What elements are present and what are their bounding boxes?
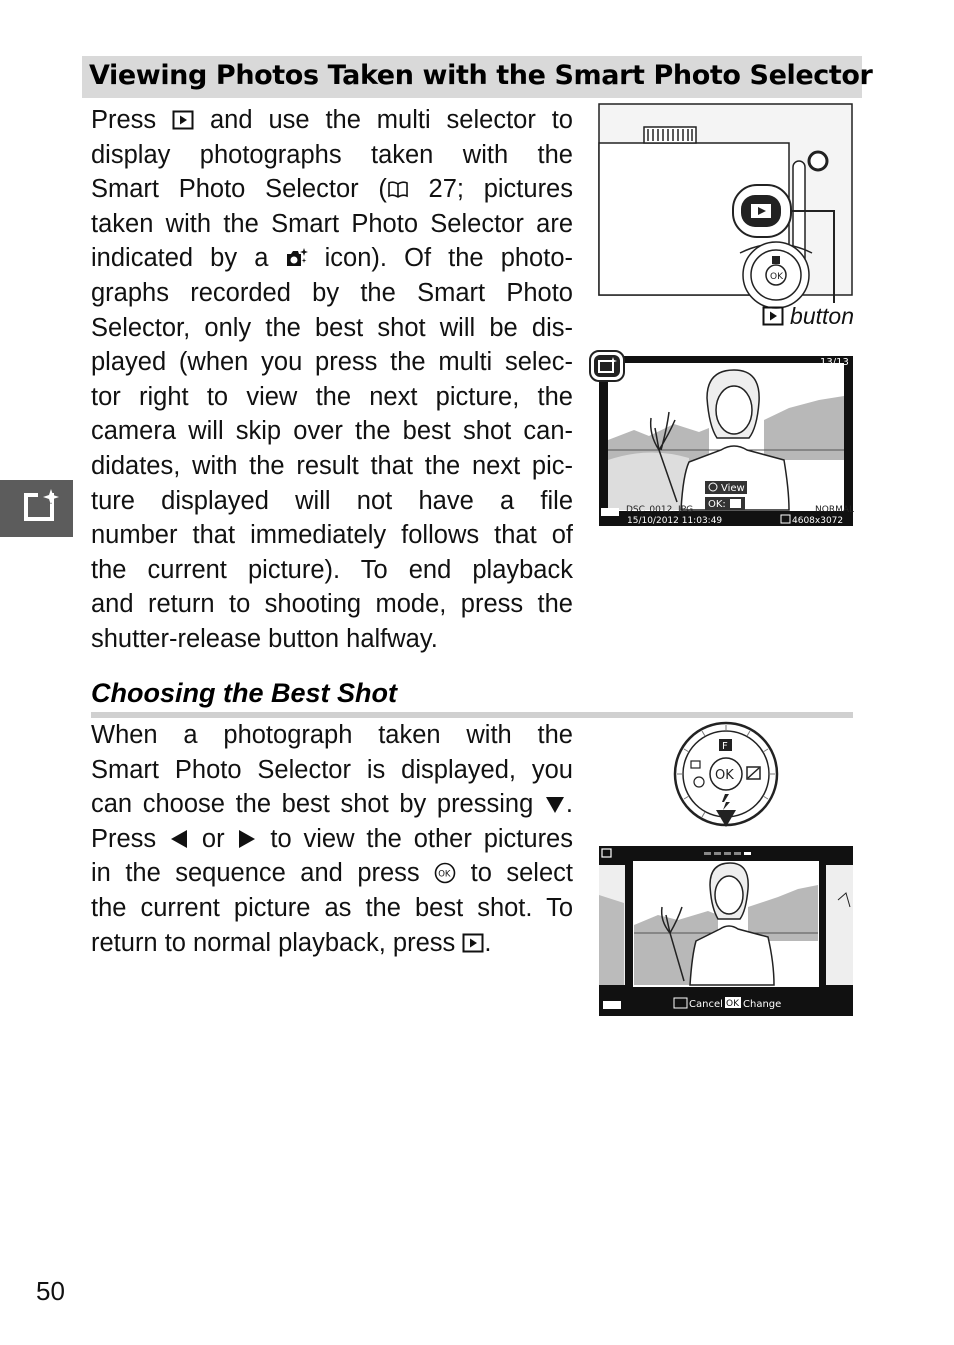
down-arrow-icon bbox=[544, 790, 566, 812]
section-title: Viewing Photos Taken with the Smart Photo Selector bbox=[89, 60, 873, 91]
subsection-title: Choosing the Best Shot bbox=[91, 678, 397, 708]
subsection-text: can choose the best shot by pressing bbox=[91, 790, 544, 819]
view-label: View bbox=[721, 483, 745, 494]
subsection-line bbox=[91, 891, 573, 926]
subsection-text: Press bbox=[91, 824, 169, 853]
intro-line bbox=[91, 587, 573, 622]
intro-line bbox=[91, 241, 573, 276]
file-name: DSC_0012. JPG bbox=[626, 505, 694, 515]
intro-text: 27; pictures bbox=[408, 175, 573, 204]
intro-text: number that immediately follows that of bbox=[91, 521, 573, 550]
intro-line bbox=[91, 172, 573, 207]
intro-text: camera will skip over the best shot can- bbox=[91, 417, 573, 446]
intro-text: the current picture). To end playback bbox=[91, 555, 573, 584]
ok-button-label: OK bbox=[715, 768, 734, 783]
quality-label: NORMAL bbox=[815, 505, 855, 515]
page-number: 50 bbox=[36, 1276, 65, 1306]
intro-line bbox=[91, 276, 573, 311]
subsection-line bbox=[91, 822, 573, 857]
change-label: Change bbox=[743, 999, 782, 1010]
intro-line bbox=[91, 207, 573, 242]
left-arrow-icon bbox=[168, 825, 190, 847]
intro-text: Selector, only the best shot will be dis- bbox=[91, 313, 573, 342]
ok-change-label: OK bbox=[726, 999, 739, 1009]
camera-back-illustration bbox=[598, 103, 856, 315]
cancel-label: Cancel bbox=[689, 999, 723, 1010]
intro-line bbox=[91, 138, 573, 173]
ok-label: OK: bbox=[708, 499, 726, 510]
intro-text: icon). Of the photo- bbox=[307, 244, 573, 273]
subsection-text: . bbox=[565, 790, 573, 819]
intro-line bbox=[91, 484, 573, 519]
play-icon bbox=[172, 106, 194, 128]
image-size: 4608x3072 bbox=[792, 516, 844, 526]
intro-text: tor right to view the next picture, the bbox=[91, 382, 573, 411]
date-time: 15/10/2012 11:03:49 bbox=[627, 516, 723, 526]
playback-mode-icon bbox=[0, 480, 73, 537]
intro-text: played (when you press the multi selec- bbox=[91, 348, 573, 377]
intro-line bbox=[91, 553, 573, 588]
intro-text: and use the multi selector to bbox=[194, 106, 573, 134]
intro-text: taken with the Smart Photo Selector are bbox=[91, 209, 573, 238]
subsection-text: or bbox=[190, 824, 237, 853]
intro-line bbox=[91, 414, 573, 449]
subsection-text: in the sequence and press bbox=[91, 859, 435, 888]
subsection-text: When a photograph taken with the bbox=[91, 721, 573, 749]
subsection-text: to select bbox=[456, 859, 573, 888]
subsection-line bbox=[91, 856, 573, 891]
subsection-text: . bbox=[484, 928, 492, 957]
intro-line bbox=[91, 311, 573, 346]
intro-text: shutter-release button halfway. bbox=[91, 624, 438, 653]
best-shot-screen-illustration bbox=[598, 845, 854, 1017]
intro-text: and return to shooting mode, press the bbox=[91, 590, 573, 619]
subsection-text: Smart Photo Selector is displayed, you bbox=[91, 755, 573, 784]
intro-line bbox=[91, 622, 573, 657]
figure1-caption-text: button bbox=[790, 303, 854, 329]
subsection-line bbox=[91, 753, 573, 788]
subsection-line bbox=[91, 926, 573, 961]
book-icon bbox=[387, 175, 409, 197]
intro-text: ture displayed will not have a file bbox=[91, 486, 573, 515]
intro-paragraph bbox=[91, 103, 573, 657]
section-header-bar bbox=[82, 56, 873, 98]
best-shot-paragraph bbox=[91, 718, 573, 960]
play-icon bbox=[462, 929, 484, 951]
subsection-text: the current picture as the best shot. To bbox=[91, 893, 573, 922]
chapter-tab bbox=[0, 480, 73, 537]
intro-text: Smart Photo Selector ( bbox=[91, 175, 387, 204]
multi-selector-illustration bbox=[672, 720, 782, 830]
intro-text: indicated by a bbox=[91, 244, 286, 273]
right-arrow-icon bbox=[236, 825, 258, 847]
f-label: F bbox=[722, 741, 728, 752]
intro-text: Press bbox=[91, 106, 173, 134]
intro-text: didates, with the result that the next pic- bbox=[91, 451, 573, 480]
subsection-text: to view the other pictures bbox=[258, 824, 573, 853]
intro-line bbox=[91, 345, 573, 380]
svg-text:OK: OK bbox=[438, 869, 451, 880]
subsection-line bbox=[91, 787, 573, 822]
subsection-line bbox=[91, 718, 573, 753]
smart-photo-icon bbox=[286, 244, 308, 266]
play-icon bbox=[762, 305, 784, 327]
playback-screen-illustration bbox=[589, 350, 855, 528]
frame-count: 13/13 bbox=[820, 357, 849, 368]
intro-line bbox=[91, 449, 573, 484]
intro-text: graphs recorded by the Smart Photo bbox=[91, 278, 573, 307]
intro-text: display photographs taken with the bbox=[91, 140, 573, 169]
svg-text:OK: OK bbox=[770, 272, 783, 282]
intro-line bbox=[91, 380, 573, 415]
figure1-caption bbox=[752, 303, 854, 330]
subsection-text: return to normal playback, press bbox=[91, 928, 463, 957]
intro-line bbox=[91, 518, 573, 553]
ok-icon bbox=[434, 859, 456, 881]
intro-line bbox=[91, 103, 573, 138]
